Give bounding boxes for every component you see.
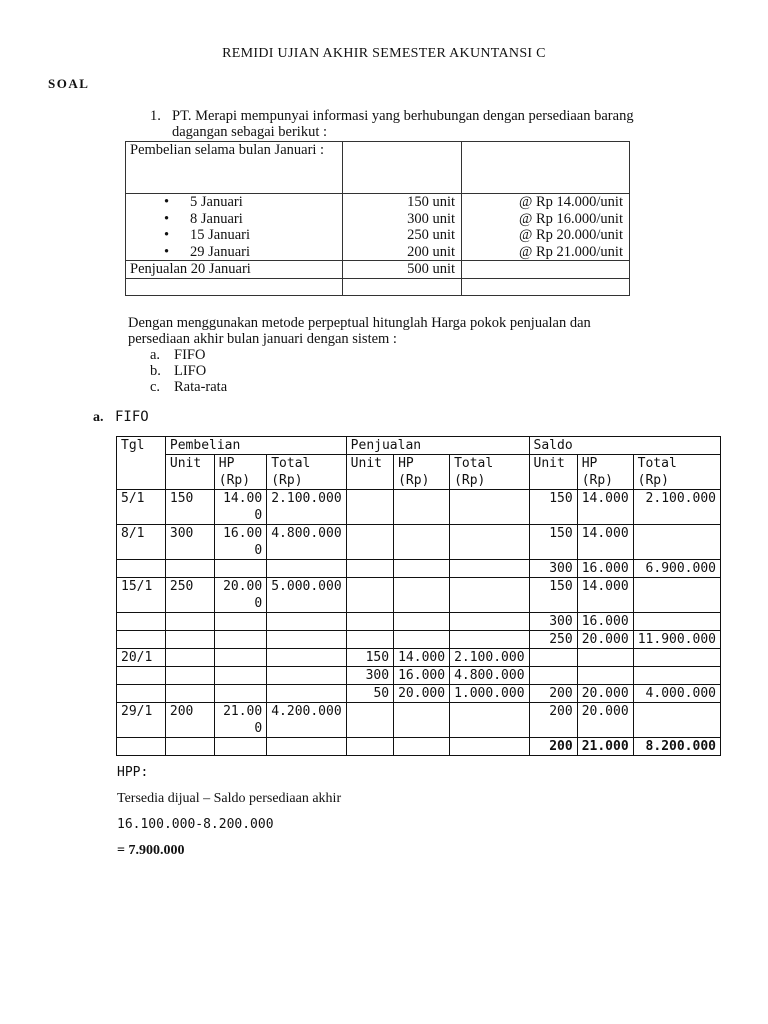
cell-tgl — [117, 560, 166, 578]
cell-beli-total: 4.200.000 — [267, 703, 346, 721]
table-row — [117, 613, 721, 631]
header-total — [267, 455, 346, 490]
empty-cell — [126, 279, 343, 296]
cell-beli-total — [267, 685, 346, 703]
document-title: REMIDI UJIAN AKHIR SEMESTER AKUNTANSI C — [222, 46, 546, 61]
option-letter: c. — [150, 379, 161, 395]
header-unit-label: Unit — [350, 456, 382, 471]
cell-beli-total — [267, 595, 346, 613]
purchase-date: • 29 Januari — [190, 244, 338, 261]
cell-beli-unit — [165, 667, 214, 685]
cell-jual-hp: 14.000 — [394, 649, 450, 667]
cell-saldo-hp — [577, 649, 633, 667]
purchase-unit: 150 unit — [407, 194, 455, 210]
cell-saldo-hp — [577, 667, 633, 685]
cell-jual-hp — [394, 703, 450, 721]
cell-tgl: 15/1 — [117, 578, 166, 596]
cell-beli-total — [267, 507, 346, 525]
cell-jual-unit — [346, 525, 393, 543]
purchase-prices-cell — [462, 194, 630, 261]
purchase-units-cell — [343, 194, 462, 261]
cell-jual-unit — [346, 720, 393, 738]
cell-tgl — [117, 507, 166, 525]
purchase-price: @ Rp 20.000/unit — [519, 227, 623, 243]
cell-jual-unit — [346, 738, 393, 756]
header-rp-label: (Rp) — [398, 473, 430, 488]
cell-beli-total — [267, 649, 346, 667]
cell-saldo-unit — [529, 507, 577, 525]
purchase-price: @ Rp 21.000/unit — [519, 243, 623, 260]
cell-beli-total: 2.100.000 — [267, 490, 346, 508]
cell-saldo-unit — [529, 649, 577, 667]
cell-beli-unit: 250 — [165, 578, 214, 596]
table-row — [117, 720, 721, 738]
option-text: Rata-rata — [174, 379, 228, 395]
cell-jual-total — [450, 631, 529, 649]
cell-tgl: 5/1 — [117, 490, 166, 508]
cell-saldo-total — [633, 720, 720, 738]
cell-saldo-hp: 14.000 — [577, 490, 633, 508]
purchase-info-table — [125, 141, 630, 296]
cell-tgl: 8/1 — [117, 525, 166, 543]
header-hp — [214, 455, 266, 490]
cell-jual-unit — [346, 490, 393, 508]
cell-jual-hp — [394, 720, 450, 738]
cell-jual-hp — [394, 578, 450, 596]
cell-saldo-hp — [577, 595, 633, 613]
table-row — [117, 631, 721, 649]
cell-jual-hp — [394, 613, 450, 631]
method-line: persediaan akhir bulan januari dengan sistem : — [128, 331, 397, 347]
purchase-dates-cell — [126, 194, 343, 261]
cell-saldo-hp — [577, 720, 633, 738]
cell-saldo-total — [633, 542, 720, 560]
cell-beli-hp — [214, 667, 266, 685]
cell-beli-unit — [165, 685, 214, 703]
section-letter: a. — [93, 410, 104, 425]
cell-saldo-unit: 250 — [529, 631, 577, 649]
cell-beli-unit: 300 — [165, 525, 214, 543]
cell-jual-unit — [346, 560, 393, 578]
header-hp-label: HP — [398, 456, 414, 471]
soal-heading: SOAL — [48, 76, 90, 91]
cell-jual-unit: 150 — [346, 649, 393, 667]
cell-jual-unit — [346, 595, 393, 613]
cell-jual-unit — [346, 507, 393, 525]
empty-cell — [462, 142, 630, 194]
cell-beli-total — [267, 631, 346, 649]
purchase-date: • 8 Januari — [190, 211, 338, 228]
cell-saldo-hp: 14.000 — [577, 578, 633, 596]
cell-beli-hp — [214, 685, 266, 703]
cell-jual-hp — [394, 595, 450, 613]
table-row — [117, 525, 721, 543]
cell-tgl: 29/1 — [117, 703, 166, 721]
cell-saldo-unit: 200 — [529, 703, 577, 721]
cell-tgl — [117, 667, 166, 685]
header-rp-label: (Rp) — [581, 473, 613, 488]
cell-beli-unit: 150 — [165, 490, 214, 508]
cell-jual-total — [450, 738, 529, 756]
cell-saldo-total — [633, 507, 720, 525]
cell-jual-unit — [346, 542, 393, 560]
purchase-date: • 5 Januari — [190, 194, 338, 211]
header-saldo: Saldo — [529, 437, 720, 455]
cell-beli-total — [267, 667, 346, 685]
sale-label: Penjualan 20 Januari — [126, 261, 343, 279]
header-hp-label: HP — [581, 456, 598, 471]
cell-saldo-total: 6.900.000 — [633, 560, 720, 578]
cell-saldo-unit: 200 — [529, 685, 577, 703]
cell-beli-unit — [165, 649, 214, 667]
cell-jual-unit — [346, 631, 393, 649]
cell-beli-hp — [214, 649, 266, 667]
cell-saldo-unit — [529, 720, 577, 738]
cell-beli-total — [267, 542, 346, 560]
cell-tgl — [117, 595, 166, 613]
cell-jual-total — [450, 720, 529, 738]
table-row — [117, 490, 721, 508]
header-penjualan: Penjualan — [346, 437, 529, 455]
header-total-label: Total — [271, 456, 311, 471]
cell-saldo-hp — [577, 507, 633, 525]
cell-saldo-unit — [529, 595, 577, 613]
cell-beli-unit — [165, 560, 214, 578]
cell-beli-unit — [165, 720, 214, 738]
cell-jual-total: 1.000.000 — [450, 685, 529, 703]
purchase-unit: 250 unit — [407, 227, 455, 243]
cell-saldo-unit — [529, 542, 577, 560]
cell-beli-total — [267, 720, 346, 738]
table-row — [117, 685, 721, 703]
cell-saldo-unit: 200 — [529, 738, 577, 756]
empty-cell — [343, 279, 462, 296]
cell-saldo-hp: 20.000 — [577, 631, 633, 649]
cell-saldo-total: 8.200.000 — [633, 738, 720, 756]
cell-saldo-hp — [577, 542, 633, 560]
cell-jual-hp — [394, 560, 450, 578]
option-text: FIFO — [174, 347, 206, 363]
cell-saldo-total — [633, 595, 720, 613]
cell-beli-unit — [165, 595, 214, 613]
method-option — [128, 379, 648, 395]
cell-beli-total: 5.000.000 — [267, 578, 346, 596]
cell-beli-hp: 0 — [214, 595, 266, 613]
cell-tgl — [117, 685, 166, 703]
cell-saldo-total: 11.900.000 — [633, 631, 720, 649]
cell-beli-total — [267, 560, 346, 578]
cell-jual-total — [450, 542, 529, 560]
cell-jual-total: 4.800.000 — [450, 667, 529, 685]
question-text: PT. Merapi mempunyai informasi yang berhubungan dengan persediaan barang dagangan sebagai berikut : — [172, 108, 634, 140]
cell-beli-unit — [165, 738, 214, 756]
cell-jual-hp — [394, 507, 450, 525]
table-row — [117, 542, 721, 560]
cell-beli-hp: 0 — [214, 720, 266, 738]
cell-beli-unit — [165, 613, 214, 631]
table-row — [117, 703, 721, 721]
cell-jual-total — [450, 525, 529, 543]
cell-beli-total: 4.800.000 — [267, 525, 346, 543]
cell-saldo-total — [633, 578, 720, 596]
hpp-calculation — [117, 765, 341, 869]
cell-jual-unit — [346, 613, 393, 631]
method-line: Dengan menggunakan metode perpeptual hitunglah Harga pokok penjualan dan — [128, 315, 591, 331]
hpp-result: = 7.900.000 — [117, 843, 185, 858]
table-row — [117, 507, 721, 525]
cell-jual-unit — [346, 578, 393, 596]
header-rp-label: (Rp) — [218, 473, 251, 488]
header-hp — [394, 455, 450, 490]
header-unit-label: Unit — [169, 456, 202, 471]
table-row — [117, 578, 721, 596]
cell-saldo-unit: 150 — [529, 490, 577, 508]
cell-beli-hp — [214, 738, 266, 756]
header-rp-label: (Rp) — [637, 473, 669, 488]
cell-saldo-total — [633, 525, 720, 543]
cell-saldo-hp: 20.000 — [577, 703, 633, 721]
sale-unit: 500 unit — [343, 261, 462, 279]
hpp-formula: Tersedia dijual – Saldo persediaan akhir — [117, 791, 342, 806]
purchase-date: • 15 Januari — [190, 227, 338, 244]
cell-saldo-total: 2.100.000 — [633, 490, 720, 508]
cell-saldo-hp: 20.000 — [577, 685, 633, 703]
cell-beli-unit — [165, 542, 214, 560]
method-instructions — [128, 315, 648, 395]
cell-jual-hp — [394, 490, 450, 508]
cell-jual-unit: 300 — [346, 667, 393, 685]
question-number: 1. — [150, 108, 161, 124]
table-row — [117, 667, 721, 685]
cell-saldo-total — [633, 667, 720, 685]
cell-jual-hp — [394, 542, 450, 560]
cell-tgl — [117, 720, 166, 738]
header-unit — [346, 455, 393, 490]
cell-beli-hp — [214, 560, 266, 578]
table-row — [117, 560, 721, 578]
option-text: LIFO — [174, 363, 207, 379]
purchase-price: @ Rp 16.000/unit — [519, 210, 623, 227]
cell-saldo-unit: 300 — [529, 560, 577, 578]
header-rp-label: (Rp) — [271, 473, 303, 488]
cell-jual-total — [450, 490, 529, 508]
cell-beli-hp: 16.00 — [214, 525, 266, 543]
method-option — [128, 347, 648, 363]
fifo-body — [117, 490, 721, 756]
cell-beli-total — [267, 613, 346, 631]
cell-saldo-unit: 150 — [529, 578, 577, 596]
table-row — [117, 649, 721, 667]
table-row — [117, 595, 721, 613]
cell-tgl — [117, 631, 166, 649]
header-unit — [529, 455, 577, 490]
cell-beli-unit — [165, 631, 214, 649]
cell-jual-hp — [394, 738, 450, 756]
empty-cell — [343, 142, 462, 194]
cell-tgl — [117, 542, 166, 560]
method-option — [128, 363, 648, 379]
cell-beli-hp: 20.00 — [214, 578, 266, 596]
purchase-unit: 300 unit — [407, 210, 455, 227]
purchase-header: Pembelian selama bulan Januari : — [130, 142, 325, 158]
cell-saldo-total: 4.000.000 — [633, 685, 720, 703]
cell-jual-hp — [394, 525, 450, 543]
cell-saldo-total — [633, 649, 720, 667]
option-letter: a. — [150, 347, 161, 363]
cell-beli-hp: 21.00 — [214, 703, 266, 721]
purchase-unit: 200 unit — [407, 243, 455, 260]
header-hp — [577, 455, 633, 490]
cell-saldo-hp: 16.000 — [577, 560, 633, 578]
header-total-label: Total — [637, 456, 677, 471]
cell-jual-hp: 16.000 — [394, 667, 450, 685]
cell-beli-hp: 14.00 — [214, 490, 266, 508]
cell-beli-hp: 0 — [214, 542, 266, 560]
cell-jual-hp — [394, 631, 450, 649]
purchase-header-cell — [126, 142, 343, 194]
cell-jual-total — [450, 560, 529, 578]
cell-saldo-total — [633, 703, 720, 721]
cell-jual-total — [450, 703, 529, 721]
cell-jual-total — [450, 578, 529, 596]
header-hp-label: HP — [218, 456, 235, 471]
empty-cell — [462, 279, 630, 296]
purchase-price: @ Rp 14.000/unit — [519, 194, 623, 210]
fifo-table — [116, 436, 721, 756]
header-total — [450, 455, 529, 490]
cell-saldo-hp: 14.000 — [577, 525, 633, 543]
cell-jual-total: 2.100.000 — [450, 649, 529, 667]
cell-saldo-unit — [529, 667, 577, 685]
cell-saldo-hp: 21.000 — [577, 738, 633, 756]
header-total — [633, 455, 720, 490]
header-unit-label: Unit — [533, 456, 565, 471]
cell-saldo-total — [633, 613, 720, 631]
cell-saldo-unit: 150 — [529, 525, 577, 543]
cell-jual-unit: 50 — [346, 685, 393, 703]
cell-beli-hp — [214, 631, 266, 649]
header-pembelian: Pembelian — [165, 437, 346, 455]
cell-tgl — [117, 613, 166, 631]
section-a-heading — [93, 409, 149, 426]
cell-jual-total — [450, 507, 529, 525]
cell-beli-hp — [214, 613, 266, 631]
hpp-label: HPP: — [117, 765, 149, 780]
cell-jual-unit — [346, 703, 393, 721]
cell-saldo-hp: 16.000 — [577, 613, 633, 631]
cell-tgl — [117, 738, 166, 756]
header-tgl: Tgl — [117, 437, 166, 490]
empty-cell — [462, 261, 630, 279]
cell-beli-hp: 0 — [214, 507, 266, 525]
cell-beli-unit — [165, 507, 214, 525]
section-title: FIFO — [115, 409, 149, 425]
cell-saldo-unit: 300 — [529, 613, 577, 631]
cell-jual-total — [450, 613, 529, 631]
cell-tgl: 20/1 — [117, 649, 166, 667]
header-unit — [165, 455, 214, 490]
cell-beli-total — [267, 738, 346, 756]
header-rp-label: (Rp) — [454, 473, 486, 488]
header-total-label: Total — [454, 456, 494, 471]
cell-beli-unit: 200 — [165, 703, 214, 721]
table-row — [117, 738, 721, 756]
cell-jual-total — [450, 595, 529, 613]
hpp-calc: 16.100.000-8.200.000 — [117, 817, 274, 832]
cell-jual-hp: 20.000 — [394, 685, 450, 703]
option-letter: b. — [150, 363, 161, 379]
